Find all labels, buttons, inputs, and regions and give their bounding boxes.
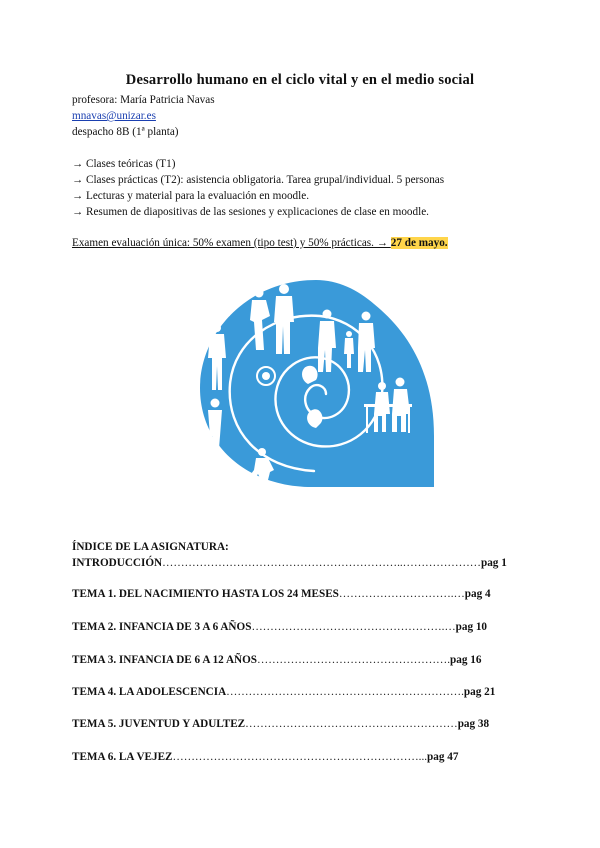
office-line: despacho 8B (1ª planta) [72, 126, 179, 138]
email-link[interactable] [72, 110, 156, 122]
bullet-item: → Clases prácticas (T2): asistencia obligatoria. Tarea grupal/individual. 5 personas [72, 174, 445, 186]
toc-entry[interactable]: TEMA 3. INFANCIA DE 6 A 12 AÑOS…………………………………………….pag 16 [72, 654, 482, 666]
life-cycle-spiral-icon [196, 276, 436, 491]
toc-entry[interactable]: TEMA 1. DEL NACIMIENTO HASTA LOS 24 MESES………………………….…pag 4 [72, 588, 491, 600]
exam-text: Examen evaluación única: 50% examen (tipo test) y 50% prácticas. → [72, 237, 391, 249]
professor-line: profesora: María Patricia Navas [72, 94, 215, 106]
toc-entry[interactable]: TEMA 6. LA VEJEZ…………………………………………………………...pag 47 [72, 751, 459, 763]
toc-entry[interactable]: INTRODUCCIÓN………………………………………………………..…………………pag 1 [72, 557, 507, 569]
toc-entry[interactable]: TEMA 5. JUVENTUD Y ADULTEZ…………………………………………………pag 38 [72, 718, 490, 730]
exam-date-highlight: 27 de mayo. [390, 237, 448, 249]
document-title: Desarrollo humano en el ciclo vital y en el medio social [125, 72, 475, 88]
exam-line [72, 237, 448, 249]
toc-entry[interactable]: TEMA 2. INFANCIA DE 3 A 6 AÑOS…………………………………………….…pag 10 [72, 621, 488, 633]
email-text[interactable]: mnavas@unizar.es [72, 110, 156, 122]
bullet-item: → Resumen de diapositivas de las sesiones y explicaciones de clase en moodle. [72, 206, 429, 218]
toc-entry[interactable]: TEMA 4. LA ADOLESCENCIA……………………………………………………….pag 21 [72, 686, 496, 698]
index-heading: ÍNDICE DE LA ASIGNATURA: [72, 541, 229, 553]
bullet-item: → Lecturas y material para la evaluación en moodle. [72, 190, 310, 202]
bullet-item: → Clases teóricas (T1) [72, 158, 176, 170]
